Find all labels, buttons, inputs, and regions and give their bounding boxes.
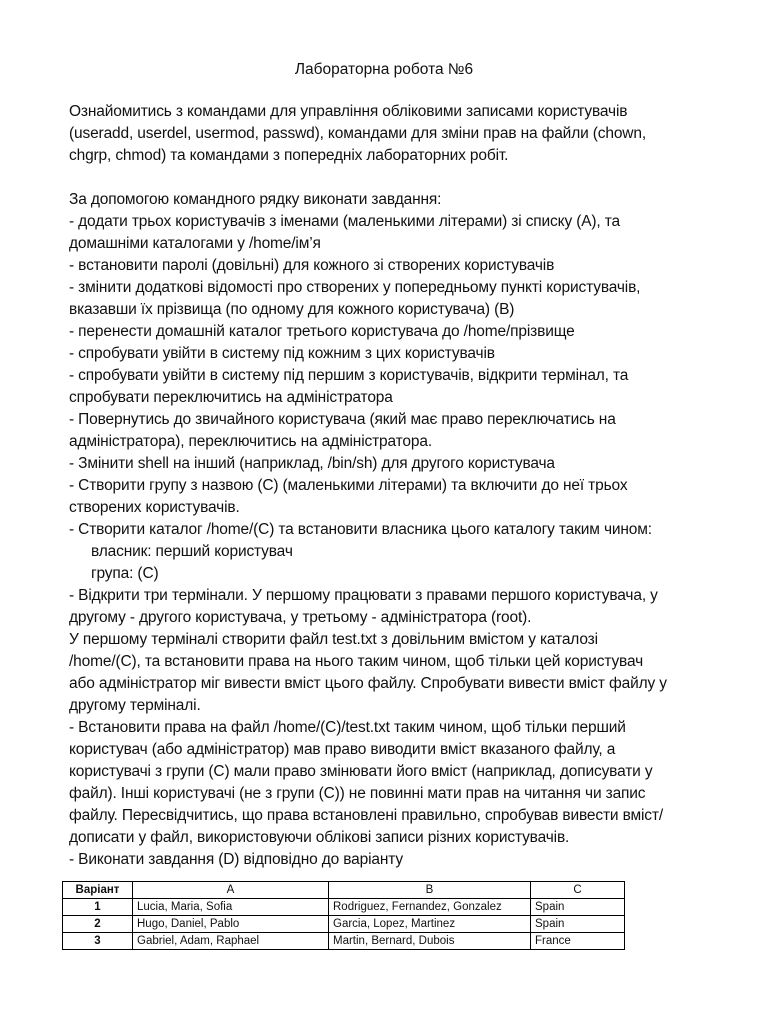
table-row (63, 899, 625, 916)
intro-line: chgrp, chmod) та командами з попередніх лабораторних робіт. (69, 147, 509, 164)
task-line: домашніми каталогами у /home/ім’я (69, 235, 321, 252)
task-line: або адміністратор міг вивести вміст цього файлу. Спробувати вивести вміст файлу у (69, 675, 667, 692)
task-line: другому терміналі. (69, 697, 201, 714)
names-cell: Gabriel, Adam, Raphael (133, 933, 329, 950)
table-row (63, 933, 625, 950)
task-line: - встановити паролі (довільні) для кожного зі створених користувачів (69, 257, 555, 274)
surnames-cell: Martin, Bernard, Dubois (329, 933, 531, 950)
variant-number: 1 (63, 899, 133, 916)
task-line: - Змінити shell на інший (наприклад, /bin/sh) для другого користувача (69, 455, 555, 472)
group-line: група: (С) (91, 565, 159, 582)
table-row (63, 916, 625, 933)
task-list (69, 189, 729, 871)
column-header-b: B (329, 882, 531, 899)
task-line: - Створити каталог /home/(С) та встановити власника цього каталогу таким чином: (69, 521, 652, 538)
variants-table (62, 881, 625, 950)
intro-line: Ознайомитись з командами для управління обліковими записами користувачів (69, 103, 628, 120)
task-line: користувачі з групи (С) мали право змінювати його вміст (наприклад, дописувати у (69, 763, 653, 780)
names-cell: Hugo, Daniel, Pablo (133, 916, 329, 933)
task-line: адміністратора), переключитись на адміністратора. (69, 433, 432, 450)
surnames-cell: Garcia, Lopez, Martinez (329, 916, 531, 933)
column-header-c: C (531, 882, 625, 899)
intro-paragraph (69, 101, 729, 167)
group-cell: Spain (531, 899, 625, 916)
task-line: У першому терміналі створити файл test.txt з довільним вмістом у каталозі (69, 631, 598, 648)
variant-number: 2 (63, 916, 133, 933)
column-header-variant: Варіант (63, 882, 133, 899)
task-line: /home/(С), та встановити права на нього таким чином, щоб тільки цей користувач (69, 653, 644, 670)
task-line: За допомогою командного рядку виконати завдання: (69, 191, 442, 208)
column-header-a: A (133, 882, 329, 899)
task-line: - Відкрити три термінали. У першому працювати з правами першого користувача, у (69, 587, 658, 604)
task-line: - Виконати завдання (D) відповідно до варіанту (69, 851, 404, 868)
names-cell: Lucia, Maria, Sofia (133, 899, 329, 916)
task-line: створених користувачів. (69, 499, 240, 516)
surnames-cell: Rodriguez, Fernandez, Gonzalez (329, 899, 531, 916)
task-line: другому - другого користувача, у третьому - адміністратора (root). (69, 609, 532, 626)
intro-line: (useradd, userdel, usermod, passwd), командами для зміни прав на файли (chown, (69, 125, 646, 142)
page-title: Лабораторна робота №6 (294, 61, 474, 78)
group-cell: Spain (531, 916, 625, 933)
task-line: файл). Інші користувачі (не з групи (С)) не повинні мати прав на читання чи запис (69, 785, 646, 802)
task-line: користувач (або адміністратор) мав право виводити вміст вказаного файлу, а (69, 741, 616, 758)
task-line: - змінити додаткові відомості про створених у попередньому пункті користувачів, (69, 279, 641, 296)
owner-line: власник: перший користувач (91, 543, 293, 560)
document-body (69, 101, 729, 871)
task-line: - перенести домашній каталог третього користувача до /home/прізвище (69, 323, 575, 340)
task-line: - спробувати увійти в систему під першим з користувачів, відкрити термінал, та (69, 367, 629, 384)
task-line: - додати трьох користувачів з іменами (маленькими літерами) зі списку (А), та (69, 213, 620, 230)
variant-number: 3 (63, 933, 133, 950)
task-line: - спробувати увійти в систему під кожним з цих користувачів (69, 345, 495, 362)
task-line: - Встановити права на файл /home/(C)/test.txt таким чином, щоб тільки перший (69, 719, 626, 736)
task-line: вказавши їх прізвища (по одному для кожного користувача) (В) (69, 301, 515, 318)
group-cell: France (531, 933, 625, 950)
task-line: спробувати переключитись на адміністратора (69, 389, 393, 406)
task-line: - Створити групу з назвою (С) (маленькими літерами) та включити до неї трьох (69, 477, 628, 494)
table-header-row (63, 882, 625, 899)
task-line: дописати у файл, використовуючи облікові записи різних користувачів. (69, 829, 570, 846)
task-line: - Повернутись до звичайного користувача (який має право переключатись на (69, 411, 616, 428)
task-line: файлу. Пересвідчитись, що права встановлені правильно, спробував вивести вміст/ (69, 807, 663, 824)
